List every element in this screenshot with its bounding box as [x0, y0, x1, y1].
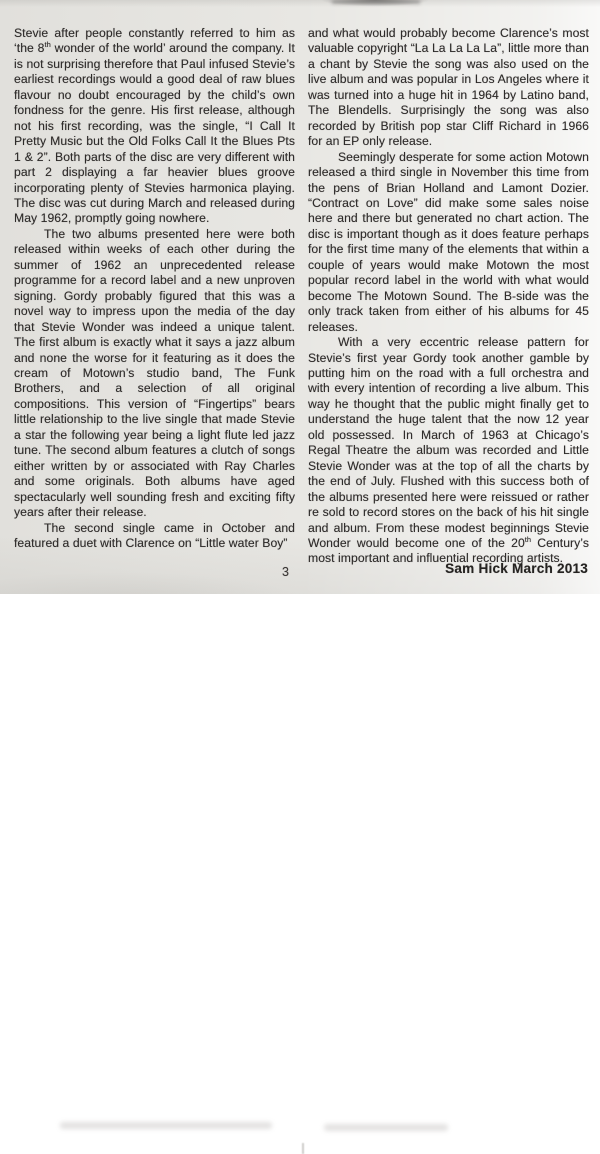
page-number: 3 — [282, 565, 289, 579]
showthrough-smudge-left — [60, 1122, 272, 1129]
page-footer — [14, 560, 588, 582]
scan-edge-smudge — [332, 0, 420, 4]
paragraph: With a very eccentric release pattern for Stevie’s first year Gordy took another gamble by putting him on the road with a full orchestra and with every intention of recording a live album. This way he thought that the public might finally get to understand the huge talent that the now 12 year old possessed. In March of 1963 at Chicago’s Regal Theatre the album was recorded and Little Stevie Wonder was at the top of all the charts by the end of July. Flushed with this success both of the albums presented here were reissued or rather re sold to record stores on the back of his hit single and album. From these modest beginnings Stevie Wonder would become one of the 20th Century’s most important and influential recording artists. — [308, 335, 589, 566]
two-column-text-block — [14, 26, 589, 567]
showthrough-smudge-right — [324, 1124, 448, 1131]
paragraph: Stevie after people constantly referred to him as ‘the 8th wonder of the world’ around the company. It is not surprising therefore that Paul infused Stevie’s earliest recordings would a good deal of raw blues flavour no doubt encouraged by the child’s own fondness for the genre. His first release, although not his first recording, was the single, “I Call It Pretty Music but the Old Folks Call It the Blues Pts 1 & 2”. Both parts of the disc are very different with part 2 displaying a far heavier blues groove incorporating plenty of Stevies harmonica playing. The disc was cut during March and released during May 1962, promptly going nowhere. — [14, 26, 295, 226]
paragraph: The second single came in October and featured a duet with Clarence on “Little water Boy” — [14, 520, 295, 550]
paragraph: The two albums presented here were both released within weeks of each other during the summer of 1962 an unprecedented release programme for a record label and a new unproven signing. Gordy probably figured that this was a novel way to impress upon the media of the day that Stevie Wonder was indeed a unique talent. The first album is exactly what it says a jazz album and none the worse for it featuring as it does the cream of Motown’s studio band, The Funk Brothers, and a selection of all original compositions. This version of “Fingertips” bears little relationship to the live single that made Stevie a star the following year being a light flute led jazz tune. The second album features a clutch of songs either written by or associated with Ray Charles and some originals. Both albums have aged spectacularly well sounding fresh and exciting fifty years after their release. — [14, 226, 295, 520]
ordinal-superscript: th — [44, 40, 51, 50]
scan-artifact-tick — [302, 1143, 304, 1154]
text-column-left — [14, 26, 295, 567]
ordinal-superscript: th — [524, 534, 532, 544]
paragraph: Seemingly desperate for some action Motown released a third single in November this time from the pens of Brian Holland and Lamont Dozier. “Contract on Love” did make some sales noise here and there but generated no chart action. The disc is important though as it does feature perhaps for the first time many of the elements that within a couple of years would make Motown the most popular record label in the world with what would become The Motown Sound. The B-side was the only track taken from either of his albums for 45 releases. — [308, 149, 589, 334]
paragraph: and what would probably become Clarence’s most valuable copyright “La La La La La”, little more than a chant by Stevie the song was also used on the live album and was popular in Los Angeles where it was turned into a huge hit in 1964 by Latino band, The Blendells. Surprisingly the song was also recorded by British pop star Cliff Richard in 1966 for an EP only release. — [308, 26, 589, 149]
author-credit: Sam Hick March 2013 — [445, 561, 588, 576]
text-column-right — [308, 26, 589, 567]
